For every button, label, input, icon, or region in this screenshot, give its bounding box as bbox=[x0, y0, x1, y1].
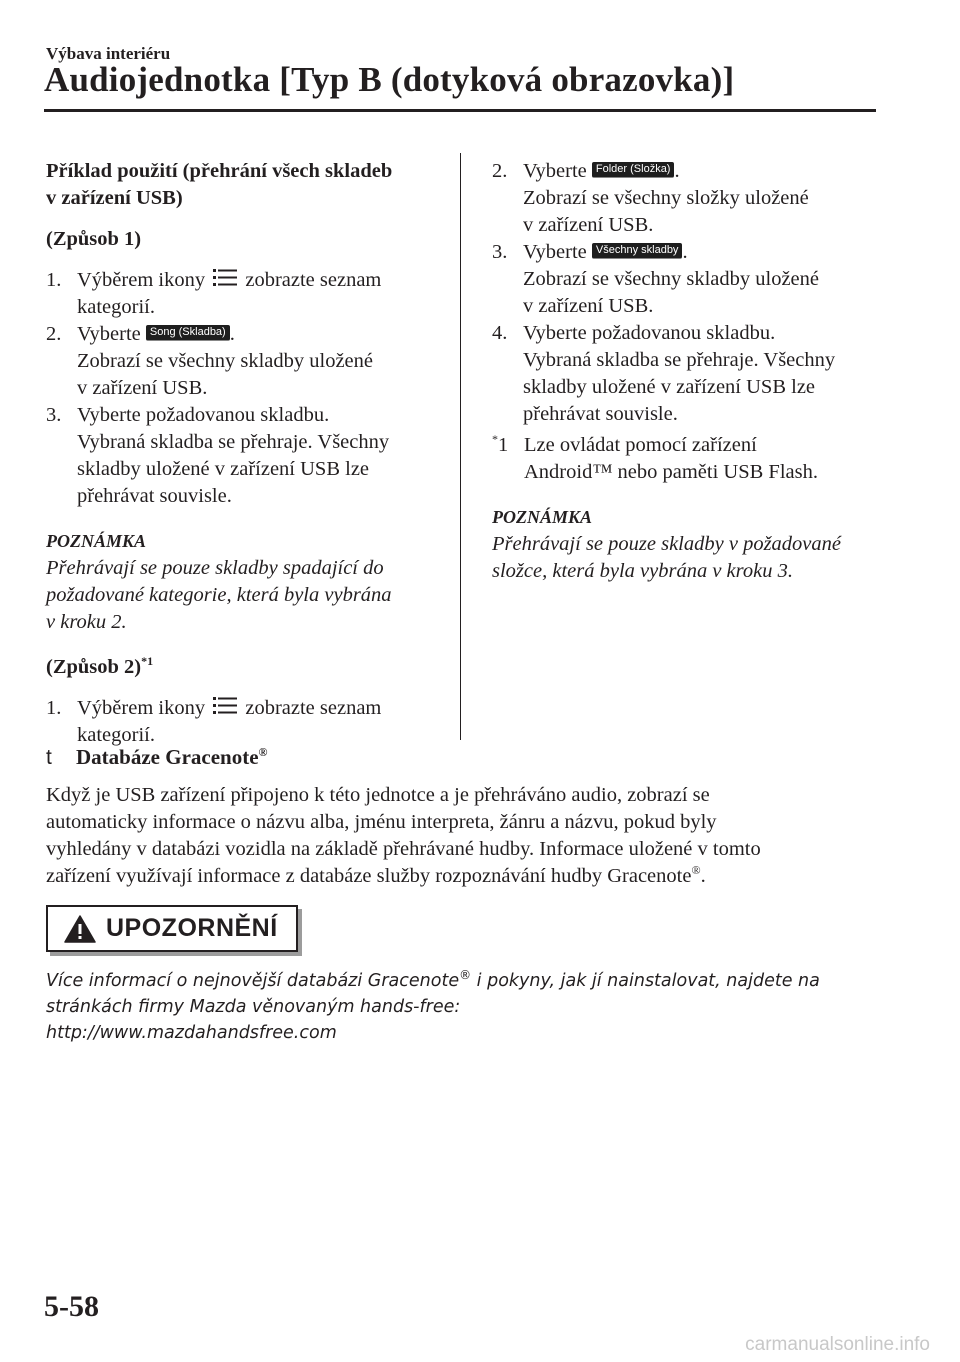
method2-step-3: 3. Vyberte Všechny skladby . Zobrazí se všechny skladby uložené v zařízení USB. bbox=[492, 241, 820, 317]
list-icon bbox=[213, 268, 237, 288]
page-number: 5-58 bbox=[44, 1290, 99, 1323]
method2-step-4: 4. Vyberte požadovanou skladbu. Vybraná skladba se přehraje. Všechny skladby uložené v zařízení USB lze přehrávat souvisle. bbox=[492, 322, 836, 425]
method2-heading: (Způsob 2)$^{*1}$ bbox=[46, 654, 154, 678]
method2-step-2: 2. Vyberte Folder (Složka) . Zobrazí se všechny složky uložené v zařízení USB. bbox=[492, 160, 809, 236]
mazda-url-link[interactable]: http://www.mazdahandsfree.com bbox=[46, 1023, 337, 1043]
method1-step-3: 3. Vyberte požadovanou skladbu. Vybraná skladba se přehraje. Všechny skladby uložené v zařízení USB lze přehrávat souvisle. bbox=[46, 404, 390, 507]
folder-button[interactable]: Folder (Složka) bbox=[592, 162, 675, 178]
note-heading-left: POZNÁMKA bbox=[46, 531, 147, 551]
song-button[interactable]: Song (Skladba) bbox=[146, 325, 230, 341]
section-bullet-icon: t bbox=[46, 746, 52, 769]
method2-step-1: 1. Výběrem ikony zobrazte seznam kategorií. bbox=[46, 697, 382, 746]
column-divider bbox=[460, 153, 461, 740]
gracenote-body: Když je USB zařízení připojeno k této jednotce a je přehráváno audio, zobrazí se automaticky informace o názvu alba, jménu interpreta, žánru a názvu, pokud byly vyhledány v databázi vozidla na základě přehrávané hudby. Informace uložené v tomto zařízení využívají informace z databáze služby rozpoznávání hudby Gracenote®. bbox=[46, 784, 761, 887]
list-icon bbox=[213, 696, 237, 716]
warning-icon bbox=[64, 915, 96, 943]
caution-text: Více informací o nejnovější databázi Gracenote® i pokyny, jak jí nainstalovat, najdete na stránkách firmy Mazda věnovaným hands-free: http://www.mazdahandsfree.com bbox=[46, 968, 820, 1043]
note-body-right: Přehrávají se pouze skladby v požadované složce, která byla vybrána v kroku 3. bbox=[492, 533, 841, 582]
note-heading-right: POZNÁMKA bbox=[492, 507, 593, 527]
all-songs-button[interactable]: Všechny skladby bbox=[592, 243, 683, 259]
method1-heading: (Způsob 1) bbox=[46, 228, 142, 250]
footnote: *1 Lze ovládat pomocí zařízení Android™ nebo paměti USB Flash. bbox=[492, 432, 818, 483]
note-body-left: Přehrávají se pouze skladby spadající do požadované kategorie, která byla vybrána v kroku 2. bbox=[46, 557, 392, 633]
page-title: Audiojednotka [Typ B (dotyková obrazovka)] bbox=[44, 60, 735, 99]
method1-step-1: 1. Výběrem ikony zobrazte seznam kategorií. bbox=[46, 269, 382, 318]
example-heading: Příklad použití (přehrání všech skladeb v zařízení USB) bbox=[46, 160, 393, 209]
watermark: carmanualsonline.info bbox=[745, 1334, 930, 1355]
title-rule bbox=[44, 109, 876, 112]
section-label: Výbava interiéru bbox=[46, 44, 171, 63]
caution-box bbox=[46, 905, 298, 952]
right-column bbox=[492, 158, 882, 585]
left-column bbox=[46, 158, 436, 749]
method1-step-2: 2. Vyberte Song (Skladba) . Zobrazí se všechny skladby uložené v zařízení USB. bbox=[46, 323, 374, 399]
gracenote-heading: t Databáze Gracenote® bbox=[46, 745, 268, 769]
caution-label: UPOZORNĚNÍ bbox=[106, 914, 278, 942]
